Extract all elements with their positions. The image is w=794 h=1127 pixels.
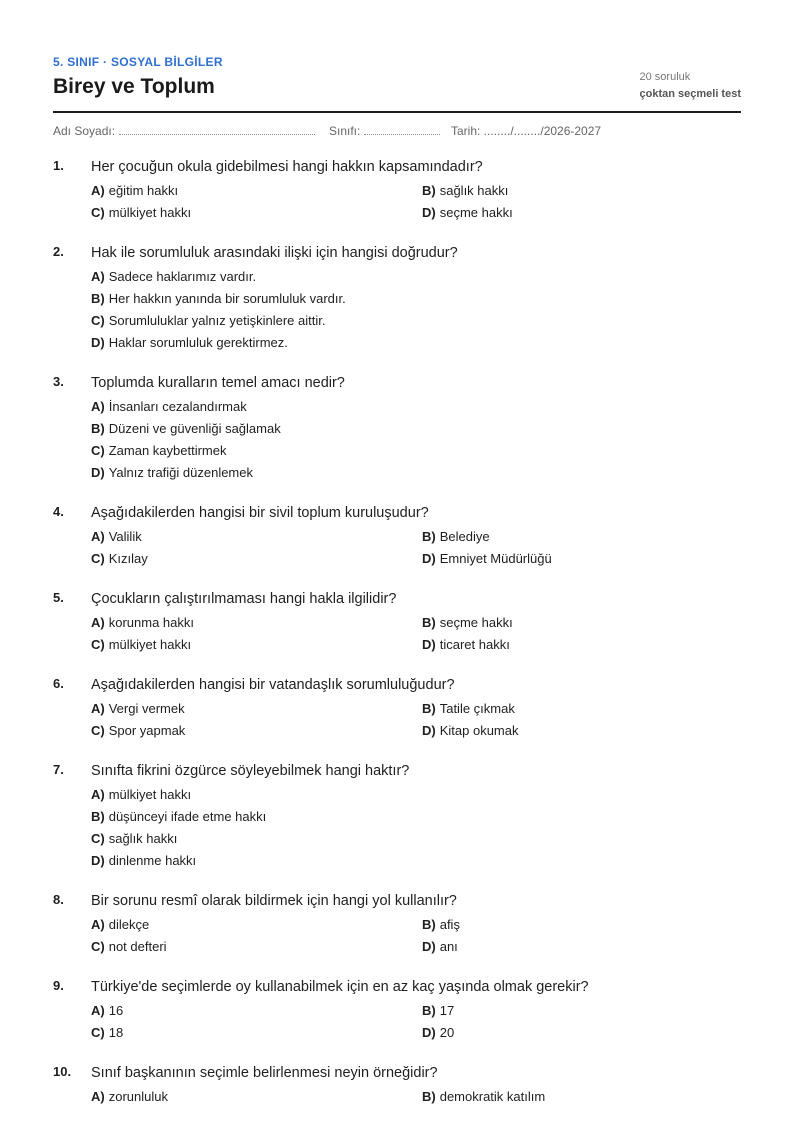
option-letter: D) — [422, 637, 436, 652]
question-text: Aşağıdakilerden hangisi bir sivil toplum kuruluşudur? — [91, 505, 429, 521]
option-text: demokratik katılım — [439, 1089, 546, 1104]
class-label: Sınıfı: — [329, 124, 361, 138]
question-item — [53, 243, 741, 354]
option-letter: A) — [91, 1003, 105, 1018]
answer-option[interactable] — [422, 612, 741, 634]
option-text: not defteri — [108, 939, 167, 954]
option-letter: A) — [91, 701, 105, 716]
answer-option[interactable] — [91, 806, 741, 828]
option-letter: C) — [91, 1025, 105, 1040]
answer-option[interactable] — [91, 332, 741, 354]
option-letter: B) — [91, 421, 105, 436]
option-text: Belediye — [439, 529, 490, 544]
answer-option[interactable] — [91, 288, 741, 310]
option-letter: B) — [422, 917, 436, 932]
option-letter: A) — [91, 529, 105, 544]
question-text: Aşağıdakilerden hangisi bir vatandaşlık sorumluluğudur? — [91, 677, 455, 693]
option-letter: C) — [91, 939, 105, 954]
answer-option[interactable] — [91, 440, 741, 462]
answer-option[interactable] — [91, 612, 422, 634]
option-letter: C) — [91, 313, 105, 328]
grade-subject-label: 5. SINIF · SOSYAL BİLGİLER — [53, 55, 223, 69]
option-text: Sadece haklarımız vardır. — [108, 269, 257, 284]
option-text: Emniyet Müdürlüğü — [439, 551, 552, 566]
test-page — [53, 0, 741, 1104]
question-item — [53, 761, 741, 872]
option-text: dilekçe — [108, 917, 150, 932]
question-text: Türkiye'de seçimlerde oy kullanabilmek için en az kaç yaşında olmak gerekir? — [91, 979, 589, 995]
class-blank — [364, 124, 440, 135]
answer-options — [91, 1086, 741, 1108]
question-item — [53, 157, 741, 224]
answer-option[interactable] — [91, 310, 741, 332]
answer-options — [91, 396, 741, 484]
question-count: 20 soruluk — [639, 71, 691, 83]
option-letter: C) — [91, 723, 105, 738]
answer-option[interactable] — [422, 548, 741, 570]
answer-options — [91, 266, 741, 354]
answer-option[interactable] — [422, 1022, 741, 1044]
option-letter: B) — [422, 1003, 436, 1018]
question-number: 8. — [53, 892, 64, 907]
option-text: mülkiyet hakkı — [108, 637, 192, 652]
question-item — [53, 891, 741, 958]
option-letter: D) — [91, 335, 105, 350]
option-letter: A) — [91, 787, 105, 802]
option-text: Spor yapmak — [108, 723, 186, 738]
question-number: 4. — [53, 504, 64, 519]
option-text: 18 — [108, 1025, 124, 1040]
option-text: mülkiyet hakkı — [108, 787, 192, 802]
option-letter: B) — [422, 1089, 436, 1104]
answer-option[interactable] — [91, 784, 741, 806]
question-text: Sınıfta fikrini özgürce söyleyebilmek hangi haktır? — [91, 763, 410, 779]
option-text: Düzeni ve güvenliği sağlamak — [108, 421, 281, 436]
question-number: 2. — [53, 244, 64, 259]
student-info-row — [53, 124, 741, 140]
option-letter: C) — [91, 551, 105, 566]
option-letter: D) — [91, 853, 105, 868]
answer-option[interactable] — [91, 396, 741, 418]
option-letter: A) — [91, 615, 105, 630]
option-letter: B) — [422, 615, 436, 630]
option-text: Kızılay — [108, 551, 148, 566]
option-letter: A) — [91, 1089, 105, 1104]
option-text: 16 — [108, 1003, 124, 1018]
option-text: mülkiyet hakkı — [108, 205, 192, 220]
option-letter: A) — [91, 917, 105, 932]
answer-options — [91, 914, 741, 958]
option-letter: B) — [422, 183, 436, 198]
answer-option[interactable] — [422, 634, 741, 656]
option-text: sağlık hakkı — [439, 183, 509, 198]
option-text: Kitap okumak — [439, 723, 519, 738]
answer-options — [91, 180, 741, 224]
test-type: çoktan seçmeli test — [639, 88, 741, 100]
question-text: Çocukların çalıştırılmaması hangi hakla ilgilidir? — [91, 591, 397, 607]
answer-option[interactable] — [91, 914, 422, 936]
option-letter: A) — [91, 183, 105, 198]
option-letter: A) — [91, 399, 105, 414]
answer-option[interactable] — [91, 720, 422, 742]
option-text: Zaman kaybettirmek — [108, 443, 227, 458]
answer-option[interactable] — [422, 526, 741, 548]
answer-option[interactable] — [422, 720, 741, 742]
answer-option[interactable] — [422, 1000, 741, 1022]
name-label: Adı Soyadı: — [53, 124, 116, 138]
answer-option[interactable] — [91, 462, 741, 484]
option-letter: D) — [422, 939, 436, 954]
page-title: Birey ve Toplum — [53, 75, 215, 98]
question-number: 7. — [53, 762, 64, 777]
answer-option[interactable] — [91, 1000, 422, 1022]
answer-option[interactable] — [422, 202, 741, 224]
option-letter: B) — [422, 529, 436, 544]
answer-option[interactable] — [91, 180, 422, 202]
option-letter: C) — [91, 443, 105, 458]
answer-option[interactable] — [91, 526, 422, 548]
answer-option[interactable] — [91, 1022, 422, 1044]
option-text: ticaret hakkı — [439, 637, 510, 652]
answer-option[interactable] — [91, 634, 422, 656]
option-text: anı — [439, 939, 458, 954]
option-text: seçme hakkı — [439, 615, 513, 630]
question-number: 10. — [53, 1064, 72, 1079]
answer-option[interactable] — [422, 180, 741, 202]
option-text: İnsanları cezalandırmak — [108, 399, 247, 414]
answer-option[interactable] — [91, 936, 422, 958]
option-letter: D) — [422, 205, 436, 220]
answer-options — [91, 784, 741, 872]
question-text: Bir sorunu resmî olarak bildirmek için hangi yol kullanılır? — [91, 893, 457, 909]
question-number: 1. — [53, 158, 64, 173]
question-item — [53, 589, 741, 656]
option-letter: D) — [91, 465, 105, 480]
answer-option[interactable] — [91, 548, 422, 570]
test-meta — [640, 71, 742, 100]
answer-option[interactable] — [91, 850, 741, 872]
option-text: korunma hakkı — [108, 615, 194, 630]
option-text: Valilik — [108, 529, 142, 544]
option-text: Yalnız trafiği düzenlemek — [108, 465, 253, 480]
option-letter: D) — [422, 1025, 436, 1040]
option-letter: D) — [422, 551, 436, 566]
answer-option[interactable] — [422, 1086, 741, 1108]
option-text: Vergi vermek — [108, 701, 185, 716]
answer-options — [91, 612, 741, 656]
option-text: eğitim hakkı — [108, 183, 179, 198]
answer-option[interactable] — [422, 914, 741, 936]
option-letter: A) — [91, 269, 105, 284]
question-item — [53, 1063, 741, 1108]
question-item — [53, 675, 741, 742]
answer-option[interactable] — [91, 828, 741, 850]
option-text: seçme hakkı — [439, 205, 513, 220]
header — [53, 0, 741, 113]
option-letter: B) — [422, 701, 436, 716]
name-blank — [119, 124, 315, 135]
answer-option[interactable] — [422, 698, 741, 720]
question-text: Toplumda kuralların temel amacı nedir? — [91, 375, 345, 391]
answer-options — [91, 1000, 741, 1044]
answer-option[interactable] — [91, 418, 741, 440]
answer-options — [91, 698, 741, 742]
date-field — [451, 124, 601, 138]
option-text: Haklar sorumluluk gerektirmez. — [108, 335, 288, 350]
question-text: Hak ile sorumluluk arasındaki ilişki için hangisi doğrudur? — [91, 245, 458, 261]
answer-option[interactable] — [91, 202, 422, 224]
option-letter: B) — [91, 809, 105, 824]
option-text: sağlık hakkı — [108, 831, 178, 846]
option-text: 17 — [439, 1003, 455, 1018]
answer-option[interactable] — [422, 936, 741, 958]
answer-option[interactable] — [91, 1086, 422, 1108]
answer-options — [91, 526, 741, 570]
question-number: 3. — [53, 374, 64, 389]
option-letter: C) — [91, 205, 105, 220]
answer-option[interactable] — [91, 698, 422, 720]
option-text: zorunluluk — [108, 1089, 168, 1104]
question-list — [53, 157, 741, 1127]
date-label: Tarih: ......../......../2026-2027 — [451, 124, 602, 138]
question-item — [53, 977, 741, 1044]
class-field — [329, 124, 440, 138]
option-text: Tatile çıkmak — [439, 701, 515, 716]
question-number: 5. — [53, 590, 64, 605]
question-text: Her çocuğun okula gidebilmesi hangi hakkın kapsamındadır? — [91, 159, 483, 175]
question-number: 9. — [53, 978, 64, 993]
option-letter: C) — [91, 831, 105, 846]
option-text: düşünceyi ifade etme hakkı — [108, 809, 267, 824]
option-text: Her hakkın yanında bir sorumluluk vardır. — [108, 291, 346, 306]
option-letter: C) — [91, 637, 105, 652]
question-number: 6. — [53, 676, 64, 691]
option-letter: B) — [91, 291, 105, 306]
question-item — [53, 373, 741, 484]
option-text: afiş — [439, 917, 460, 932]
name-field — [53, 124, 315, 138]
question-text: Sınıf başkanının seçimle belirlenmesi neyin örneğidir? — [91, 1065, 438, 1081]
option-text: Sorumluluklar yalnız yetişkinlere aittir. — [108, 313, 326, 328]
option-text: dinlenme hakkı — [108, 853, 197, 868]
answer-option[interactable] — [91, 266, 741, 288]
option-text: 20 — [439, 1025, 455, 1040]
question-item — [53, 503, 741, 570]
option-letter: D) — [422, 723, 436, 738]
